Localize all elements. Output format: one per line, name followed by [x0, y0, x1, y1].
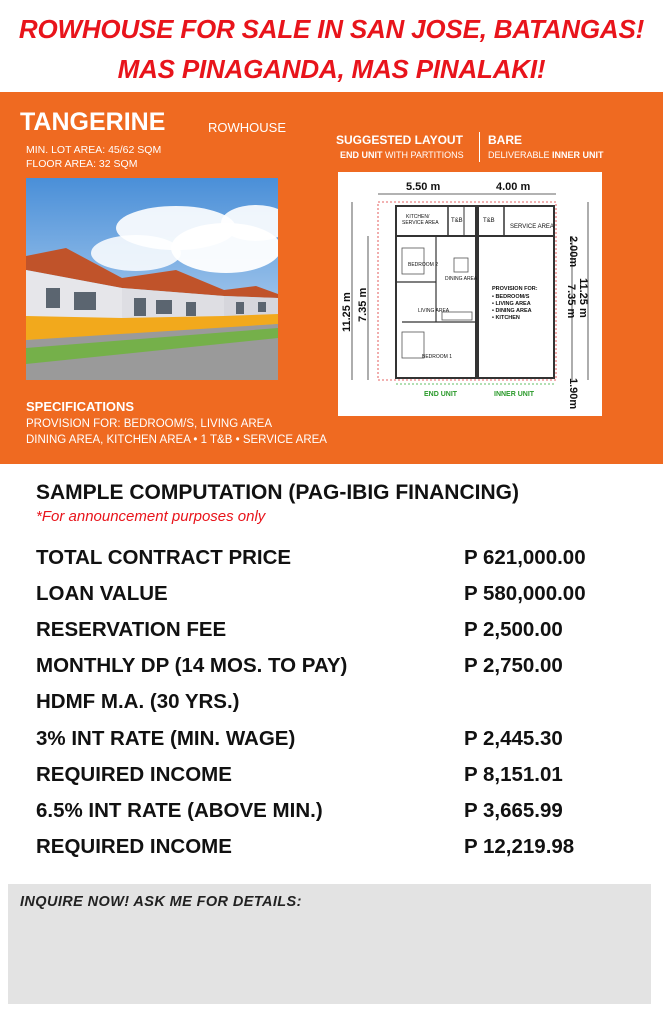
row-label: MONTHLY DP (14 MOS. TO PAY)	[36, 654, 348, 677]
row-label: TOTAL CONTRACT PRICE	[36, 546, 292, 569]
bare-subtitle-rest: DELIVERABLE	[488, 150, 553, 160]
plan-depth-total-right: 11.25 m	[577, 278, 589, 318]
plan-provision-item: • LIVING AREA	[492, 301, 531, 307]
floor-area: FLOOR AREA: 32 SQM	[26, 158, 138, 170]
plan-bedroom1: BEDROOM 1	[422, 354, 453, 360]
specifications-line: PROVISION FOR: BEDROOM/S, LIVING AREA	[26, 418, 273, 430]
row-value: P 2,445.30	[464, 727, 563, 750]
layout-divider	[479, 132, 480, 162]
plan-kitchen2: SERVICE AREA	[402, 220, 439, 226]
plan-depth-total-left: 11.25 m	[341, 292, 353, 332]
bare-subtitle	[488, 150, 604, 160]
row-value: P 3,665.99	[464, 799, 563, 822]
row-label: REQUIRED INCOME	[36, 835, 232, 858]
model-type: ROWHOUSE	[208, 120, 286, 135]
computation-note: *For announcement purposes only	[36, 508, 266, 525]
house-rendering	[26, 178, 278, 380]
row-value: P 621,000.00	[464, 546, 586, 569]
plan-provision-title: PROVISION FOR:	[492, 286, 538, 292]
plan-depth-inner-right: 7.35 m	[565, 284, 577, 319]
row-label: 3% INT RATE (MIN. WAGE)	[36, 727, 296, 750]
plan-inner-unit: INNER UNIT	[494, 391, 535, 398]
table-row	[0, 835, 663, 871]
table-row	[0, 582, 663, 618]
table-row	[0, 690, 663, 726]
plan-bottom-setback: 1.90m	[567, 378, 579, 410]
suggested-layout-subtitle	[340, 150, 464, 160]
row-value: P 2,500.00	[464, 618, 563, 641]
table-row	[0, 763, 663, 799]
plan-kitchen: KITCHEN/	[406, 214, 430, 220]
row-value: P 2,750.00	[464, 654, 563, 677]
table-row	[0, 546, 663, 582]
specifications-title: SPECIFICATIONS	[26, 399, 135, 414]
inquire-box	[8, 884, 651, 1004]
plan-dining: DINING AREA	[445, 276, 478, 282]
suggested-layout-title: SUGGESTED LAYOUT	[336, 133, 463, 147]
row-value: P 12,219.98	[464, 835, 575, 858]
plan-width-left: 5.50 m	[406, 181, 441, 193]
table-row	[0, 618, 663, 654]
plan-top-setback: 2.00m	[567, 236, 579, 268]
specifications-line: DINING AREA, KITCHEN AREA • 1 T&B • SERVICE AREA	[26, 434, 327, 446]
row-label: RESERVATION FEE	[36, 618, 227, 641]
lot-area: MIN. LOT AREA: 45/62 SQM	[26, 144, 162, 156]
plan-living: LIVING AREA	[418, 308, 450, 314]
row-value: P 580,000.00	[464, 582, 586, 605]
computation-title: SAMPLE COMPUTATION (PAG-IBIG FINANCING)	[36, 481, 519, 504]
row-label: HDMF M.A. (30 YRS.)	[36, 690, 240, 713]
plan-end-unit: END UNIT	[424, 391, 458, 398]
suggested-layout-subtitle-rest: WITH PARTITIONS	[382, 150, 464, 160]
plan-service-area: SERVICE AREA	[510, 224, 554, 230]
floor-plan	[338, 172, 602, 416]
plan-provision-item: • BEDROOM/S	[492, 294, 530, 300]
plan-depth-inner-left: 7.35 m	[357, 287, 369, 322]
plan-provision-item: • KITCHEN	[492, 315, 520, 321]
suggested-layout-subtitle-bold: END UNIT	[340, 150, 383, 160]
bare-title: BARE	[488, 133, 523, 147]
row-label: 6.5% INT RATE (ABOVE MIN.)	[36, 799, 323, 822]
table-row	[0, 727, 663, 763]
headline-tagline: MAS PINAGANDA, MAS PINALAKI!	[117, 54, 546, 84]
plan-tb2: T&B	[483, 218, 495, 224]
row-label: LOAN VALUE	[36, 582, 168, 605]
plan-width-right: 4.00 m	[496, 181, 531, 193]
headline-title: ROWHOUSE FOR SALE IN SAN JOSE, BATANGAS!	[18, 14, 645, 44]
table-row	[0, 799, 663, 835]
row-value: P 8,151.01	[464, 763, 563, 786]
plan-bedroom2: BEDROOM 2	[408, 262, 439, 268]
plan-provision-item: • DINING AREA	[492, 308, 532, 314]
bare-subtitle-bold: INNER UNIT	[552, 150, 604, 160]
table-row	[0, 654, 663, 690]
inquire-text: INQUIRE NOW! ASK ME FOR DETAILS:	[20, 894, 302, 910]
model-name: TANGERINE	[20, 108, 166, 136]
plan-tb1: T&B	[451, 218, 463, 224]
row-label: REQUIRED INCOME	[36, 763, 232, 786]
